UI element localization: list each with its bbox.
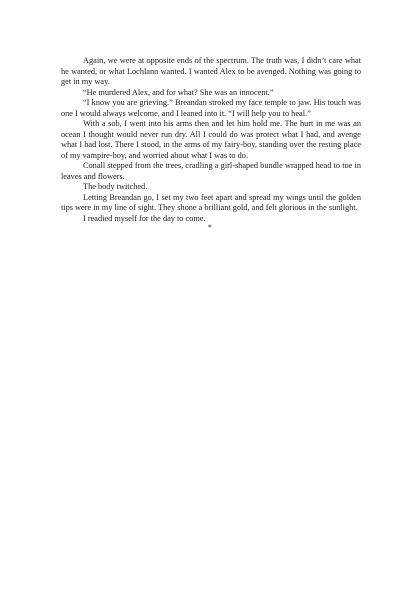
scene-break: * — [207, 223, 213, 232]
paragraph: With a sob, I went into his arms then and let him hold me. The hurt in me was an ocean I thought would never run dry. All I could do was protect what I had, and avenge what I had lost. There I stood, in the arms of my fairy-boy, standing over the resting place of my vampire-boy, and worried about what I was to do. — [61, 119, 361, 160]
paragraph: Conall stepped from the trees, cradling a girl-shaped bundle wrapped head to toe in leaves and flowers. — [61, 161, 361, 181]
paragraph: “He murdered Alex, and for what? She was an innocent.” — [83, 87, 274, 97]
paragraph: “I know you are grieving.” Breandan stroked my face temple to jaw. His touch was one I would always welcome, and I leaned into it. “I will help you to heal.” — [61, 98, 361, 118]
body-text — [61, 56, 361, 224]
paragraph: I readied myself for the day to come. — [83, 213, 206, 223]
paragraph: Again, we were at opposite ends of the spectrum. The truth was, I didn’t care what he wanted, or what Lochlann wanted. I wanted Alex to be avenged. Nothing was going to get in my way. — [61, 56, 361, 86]
paragraph: Letting Breandan go, I set my two feet apart and spread my wings until the golden tips were in my line of sight. They shone a brilliant gold, and felt glorious in the sunlight. — [61, 192, 361, 212]
paragraph: The body twitched. — [83, 182, 148, 191]
